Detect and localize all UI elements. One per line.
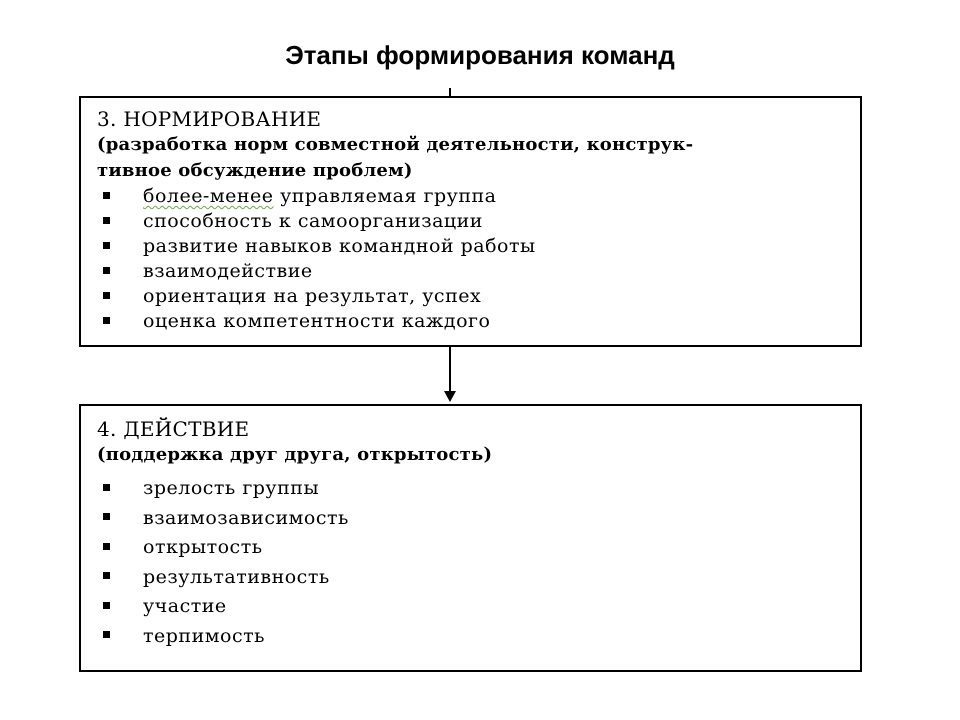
list-item-text: участие <box>143 595 227 617</box>
stage-subtitle <box>97 132 860 184</box>
list-item <box>97 209 860 234</box>
list-item <box>97 622 860 652</box>
square-bullet-icon <box>103 484 110 491</box>
list-item-text: зрелость группы <box>143 477 320 499</box>
stage-subtitle-line: тивное обсуждение проблем) <box>97 160 413 181</box>
square-bullet-icon <box>103 631 110 638</box>
list-item <box>97 259 860 284</box>
square-bullet-icon <box>103 217 110 224</box>
stage-item-list <box>97 474 860 651</box>
list-item-text: оценка компетентности каждого <box>143 310 491 332</box>
list-item-text: ориентация на результат, успех <box>143 285 482 307</box>
square-bullet-icon <box>103 572 110 579</box>
list-item <box>97 533 860 563</box>
list-item <box>97 184 860 209</box>
square-bullet-icon <box>103 317 110 324</box>
list-item-text: открытость <box>143 536 263 558</box>
square-bullet-icon <box>103 242 110 249</box>
connector-line <box>449 347 451 392</box>
stage-heading: 3. НОРМИРОВАНИЕ <box>97 107 322 131</box>
list-item-text: терпимость <box>143 624 265 647</box>
list-item <box>97 309 860 334</box>
square-bullet-icon <box>103 292 110 299</box>
list-item-text: способность к самоорганизации <box>143 210 483 232</box>
stage-subtitle-line: (поддержка друг друга, открытость) <box>97 444 493 465</box>
stage-heading: 4. ДЕЙСТВИЕ <box>97 417 250 441</box>
square-bullet-icon <box>103 192 110 199</box>
list-item-text: развитие навыков командной работы <box>143 235 536 257</box>
list-item <box>97 234 860 259</box>
square-bullet-icon <box>103 267 110 274</box>
square-bullet-icon <box>103 543 110 550</box>
list-item <box>97 504 860 534</box>
stage-box-norming <box>79 96 862 347</box>
list-item <box>97 592 860 622</box>
list-item-text: взаимозависимость <box>143 506 349 529</box>
page-title: Этапы формирования команд <box>285 40 675 70</box>
arrow-down-icon <box>444 391 456 402</box>
stage-item-list <box>97 184 860 334</box>
stage-box-performing <box>79 404 862 672</box>
stage-subtitle-line: (разработка норм совместной деятельности, конструк- <box>97 134 694 155</box>
square-bullet-icon <box>103 513 110 520</box>
spellcheck-marked-text: более-менее <box>143 185 274 207</box>
connector-line-top <box>449 88 451 96</box>
list-item <box>97 563 860 593</box>
list-item-text: результативность <box>143 565 330 588</box>
square-bullet-icon <box>103 602 110 609</box>
list-item-text: управляемая группа <box>273 185 497 207</box>
list-item <box>97 474 860 504</box>
list-item-text: взаимодействие <box>143 260 313 282</box>
list-item <box>97 284 860 309</box>
stage-subtitle <box>97 442 860 468</box>
